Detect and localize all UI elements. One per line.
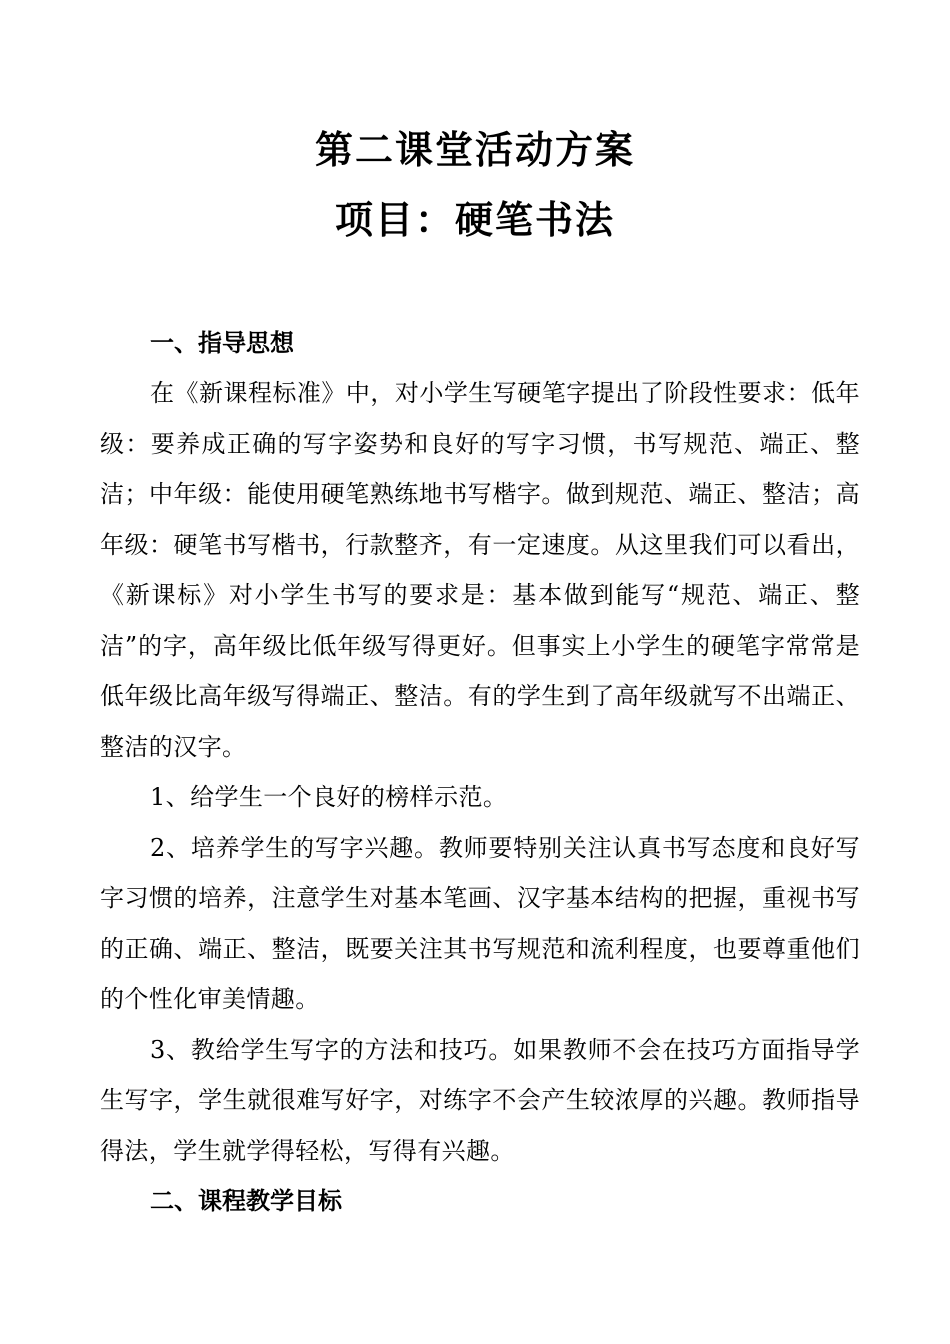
document-title: 第二课堂活动方案 (314, 127, 635, 172)
paragraph-intro: 在《新课程标准》中，对小学生写硬笔字提出了阶段性要求：低年级：要养成正确的写字姿势和良好的写字习惯，书写规范、端正、整洁；中年级：能使用硬笔熟练地书写楷字。做到规范、端正、整洁；高年级：硬笔书写楷书，行款整齐，有一定速度。从这里我们可以看出，《新课标》对小学生书写的要求是：基本做到能写“规范、端正、整洁”的字，高年级比低年级写得更好。但事实上小学生的硬笔字常常是低年级比高年级写得端正、整洁。有的学生到了高年级就写不出端正、整洁的汉字。 (100, 379, 860, 761)
section-heading-guiding-thought: 一、指导思想 (150, 329, 294, 357)
section-heading-teaching-goals: 二、课程教学目标 (150, 1187, 342, 1215)
paragraph-point-3: 3、教给学生写字的方法和技巧。如果教师不会在技巧方面指导学生写字，学生就很难写好字，对练字不会产生较浓厚的兴趣。教师指导得法，学生就学得轻松，写得有兴趣。 (100, 1035, 860, 1165)
paragraph-point-2: 2、培养学生的写字兴趣。教师要特别关注认真书写态度和良好写字习惯的培养，注意学生对基本笔画、汉字基本结构的把握，重视书写的正确、端正、整洁，既要关注其书写规范和流利程度，也要尊重他们的个性化审美情趣。 (100, 833, 860, 1013)
paragraph-point-1: 1、给学生一个良好的榜样示范。 (150, 783, 508, 811)
document-body (100, 318, 860, 1226)
document-subtitle: 项目：硬笔书法 (334, 197, 615, 242)
